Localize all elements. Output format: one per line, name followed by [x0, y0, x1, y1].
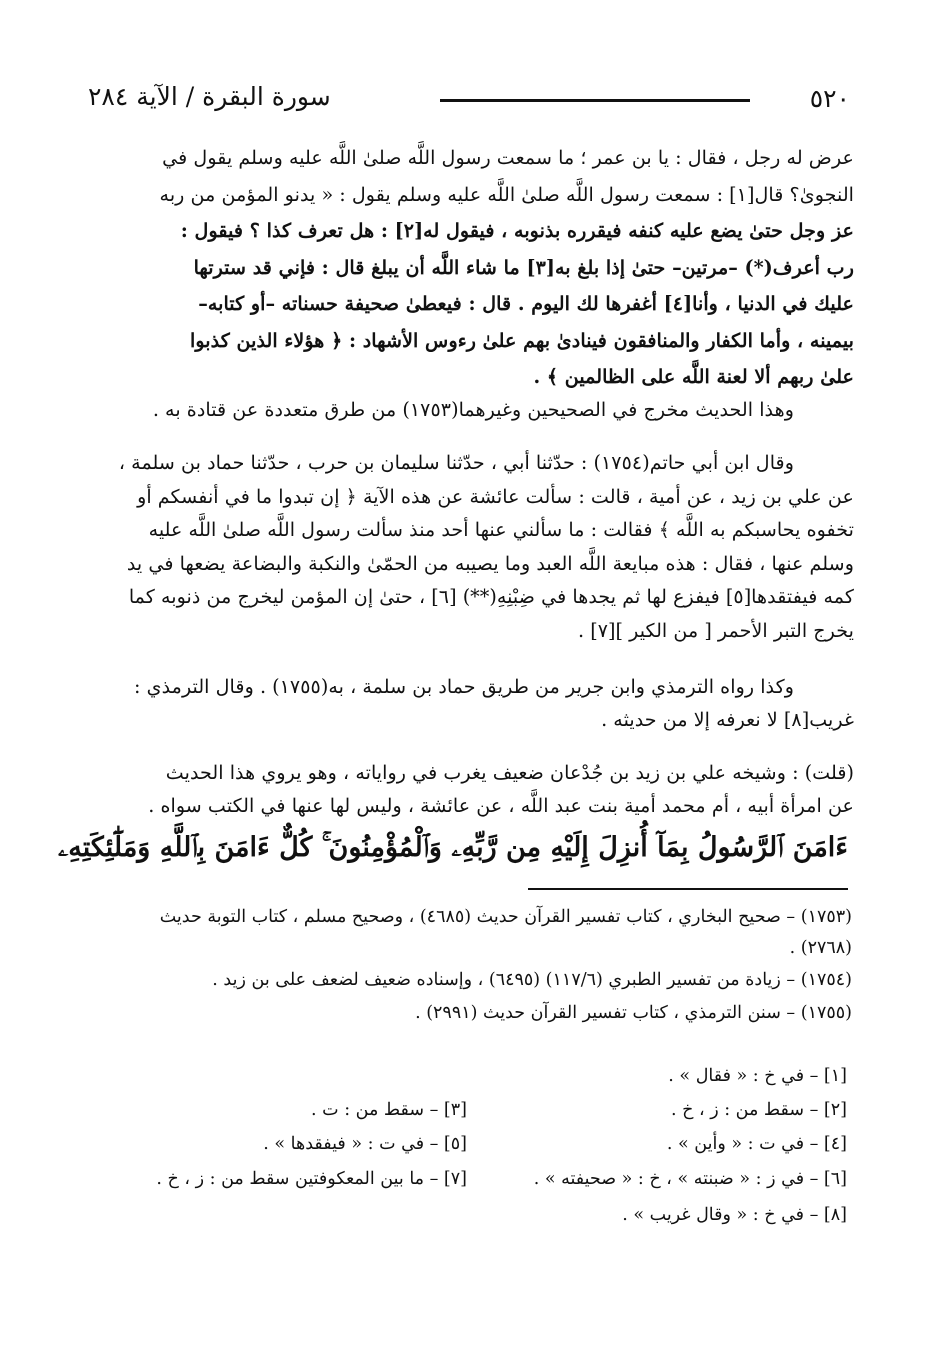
footnote-rule — [528, 888, 848, 890]
quran-verse: ءَامَنَ ٱلرَّسُولُ بِمَآ أُنزِلَ إِلَيْهِ مِن رَّبِّهِۦ وَٱلْمُؤْمِنُونَ ۚ كُلٌّ ءَامَنَ بِٱللَّهِ وَمَلَٰٓئِكَتِهِۦ — [57, 832, 848, 863]
text-line: بيمينه ، وأما الكفار والمنافقون فينادىٰ بهم علىٰ رءوس الأشهاد : ﴿ هؤلاء الذين كذبوا — [190, 328, 854, 352]
footnote-1754: (١٧٥٤) – زيادة من تفسير الطبري (١١٧/٦) (٦٤٩٥) ، وإسناده ضعيف لضعف على بن زيد . — [212, 970, 852, 990]
text-line: (قلت) : وشيخه علي بن زيد بن جُدْعان ضعيف يغرب في رواياته ، وهو يروي هذا الحديث — [165, 761, 854, 784]
text-line: عن امرأة أبيه ، أم محمد أمية بنت عبد اللَّه ، عن عائشة ، وليس لها عنها في الكتب سواه . — [148, 794, 854, 817]
text-line: وقال ابن أبي حاتم(١٧٥٤) : حدّثنا أبي ، حدّثنا سليمان بن حرب ، حدّثنا حماد بن سلمة ، — [118, 451, 794, 474]
variant-note-2: [٢] – سقط من : ز ، خ . — [671, 1100, 847, 1120]
header-rule — [440, 99, 750, 102]
footnote-line: (٢٧٦٨) . — [789, 938, 852, 958]
variant-note-3: [٣] – سقط من : ت . — [311, 1100, 467, 1120]
variant-note-5: [٥] – في ت : « فيفقدها » . — [263, 1134, 467, 1154]
surah-title: سورة البقرة / الآية ٢٨٤ — [88, 82, 331, 111]
footnote-1753 — [96, 902, 852, 964]
tirmidhi-paragraph — [88, 670, 854, 736]
hadith-paragraph — [88, 140, 854, 396]
footnote-line: (١٧٥٣) – صحيح البخاري ، كتاب تفسير القرآن حديث (٤٦٨٥) ، وصحيح مسلم ، كتاب التوبة حديث — [159, 907, 852, 927]
page-number: ٥٢٠ — [809, 84, 850, 113]
text-line: يخرج التبر الأحمر [ من الكير ][٧] . — [578, 618, 854, 642]
text-line: وكذا رواه الترمذي وابن جرير من طريق حماد بن سلمة ، به(١٧٥٥) . وقال الترمذي : — [134, 675, 794, 698]
text-line: علىٰ ربهم ألا لعنة اللَّه على الظالمين ﴾ . — [533, 365, 854, 388]
takhrij-paragraph — [88, 392, 854, 428]
variant-note-1: [١] – في خ : « فقال » . — [668, 1066, 847, 1086]
text-line: النجوىٰ؟ قال[١] : سمعت رسول اللَّه صلىٰ اللَّه عليه وسلم يقول : « يدنو المؤمن من ربه — [159, 182, 854, 206]
text-line: عليك في الدنيا ، وأنا[٤] أغفرها لك اليوم . قال : فيعطىٰ صحيفة حسناته –أو كتابه– — [198, 292, 854, 315]
text-line: كمه فيفتقدها[٥] فيفزع لها ثم يجدها في ضِبْنِهِ(**) [٦] ، حتىٰ إن المؤمن ليخرج من ذنوبه كما — [128, 585, 854, 609]
variant-note-6: [٦] – في ز : « ضبنته » ، خ : « صحيفته » . — [533, 1169, 847, 1189]
footnote-1755: (١٧٥٥) – سنن الترمذي ، كتاب تفسير القرآن حديث (٢٩٩١) . — [415, 1003, 852, 1023]
text-line: عز وجل حتىٰ يضع عليه كنفه فيقرره بذنوبه ، فيقول له[٢] : هل تعرف كذا ؟ فيقول : — [180, 219, 854, 242]
page-header — [88, 82, 850, 122]
text-line: غريب[٨] لا نعرفه إلا من حديثه . — [601, 708, 854, 731]
narration-paragraph — [88, 446, 854, 648]
text-line: وسلم عنها ، فقال : هذه مبايعة اللَّه العبد وما يصيبه من الحمّىٰ والنكبة والبضاعة يضعها في يد — [126, 551, 854, 575]
text-line: عن علي بن زيد ، عن أمية ، قالت : سألت عائشة عن هذه الآية ﴿ إن تبدوا ما في أنفسكم أو — [137, 484, 854, 508]
variant-note-7: [٧] – ما بين المعكوفتين سقط من : ز ، خ . — [156, 1169, 467, 1189]
text-line: وهذا الحديث مخرج في الصحيحين وغيرهما(١٧٥٣) من طرق متعددة عن قتادة به . — [152, 398, 794, 421]
text-line: تخفوه يحاسبكم به اللَّه ﴾ فقالت : ما سألني عنها أحد منذ سألت رسول اللَّه صلىٰ اللَّه عليه — [148, 518, 854, 542]
commentary-paragraph — [88, 756, 854, 822]
text-line: عرض له رجل ، فقال : يا بن عمر ؛ ما سمعت رسول اللَّه صلىٰ اللَّه عليه وسلم يقول في — [162, 146, 854, 169]
variant-note-8: [٨] – في خ : « وقال غريب » . — [622, 1205, 847, 1225]
variant-note-4: [٤] – في ت : « وأين » . — [666, 1134, 847, 1154]
text-line: رب أعرف(*) –مرتين– حتىٰ إذا بلغ به[٣] ما شاء اللَّه أن يبلغ قال : فإني قد سترتها — [193, 255, 854, 279]
